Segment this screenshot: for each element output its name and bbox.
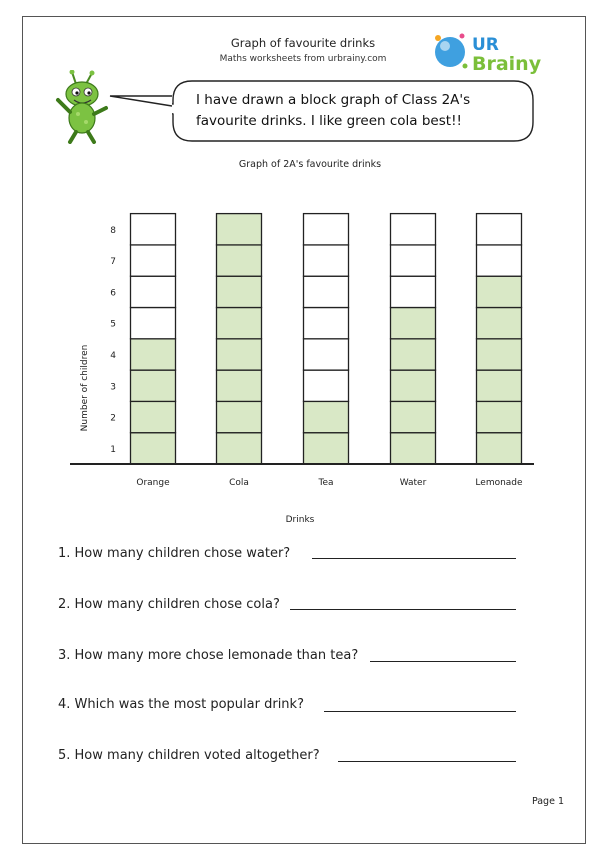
y-tick-label: 8 [110, 225, 116, 236]
bar-block-filled [131, 339, 176, 370]
bar-block-empty [304, 370, 349, 401]
bar-block-filled [217, 214, 262, 245]
speech-line-1: I have drawn a block graph of Class 2A's [196, 92, 471, 108]
question-5: 5. How many children voted altogether? [58, 748, 320, 763]
worksheet-title: Graph of favourite drinks [230, 36, 376, 50]
bar-block-empty [391, 245, 436, 276]
x-tick-label-cola: Cola [229, 478, 249, 488]
bar-block-filled [217, 308, 262, 339]
bar-block-filled [477, 339, 522, 370]
bar-block-filled [217, 276, 262, 307]
bar-block-empty [477, 214, 522, 245]
bar-block-filled [391, 433, 436, 464]
y-tick-label: 1 [110, 444, 116, 455]
bar-block-empty [391, 214, 436, 245]
page-number: Page 1 [531, 796, 564, 807]
x-tick-label-orange: Orange [136, 478, 170, 488]
x-tick-label-water: Water [399, 478, 427, 488]
bar-block-filled [217, 370, 262, 401]
logo-text-bottom: Brainy [472, 53, 542, 74]
speech-line-2: favourite drinks. I like green cola best!! [196, 113, 462, 129]
y-tick-label: 4 [110, 350, 116, 361]
bar-block-empty [304, 339, 349, 370]
bar-block-filled [304, 433, 349, 464]
bar-block-filled [477, 401, 522, 432]
bar-block-filled [217, 433, 262, 464]
y-tick-label: 5 [110, 319, 116, 330]
bar-lemonade [477, 214, 522, 464]
bar-block-filled [131, 433, 176, 464]
bar-block-filled [304, 401, 349, 432]
question-1: 1. How many children chose water? [58, 546, 291, 561]
y-tick-label: 7 [110, 257, 116, 268]
answer-line-5[interactable] [338, 761, 516, 762]
urbrainy-logo [432, 30, 550, 74]
bar-block-filled [217, 339, 262, 370]
worksheet-subtitle: Maths worksheets from urbrainy.com [219, 54, 387, 64]
bar-block-filled [391, 401, 436, 432]
bar-block-filled [391, 308, 436, 339]
x-tick-label-tea: Tea [318, 478, 334, 488]
y-tick-label: 2 [110, 413, 116, 424]
question-2: 2. How many children chose cola? [58, 597, 280, 612]
bar-block-filled [131, 370, 176, 401]
y-tick-label: 6 [110, 288, 116, 299]
bar-block-empty [131, 214, 176, 245]
bar-block-empty [304, 214, 349, 245]
bar-block-empty [304, 245, 349, 276]
bar-block-empty [477, 245, 522, 276]
bar-block-filled [391, 370, 436, 401]
bar-tea [304, 214, 349, 464]
bar-block-filled [477, 308, 522, 339]
bar-water [391, 214, 436, 464]
x-tick-label-lemonade: Lemonade [475, 478, 523, 488]
bar-block-empty [391, 276, 436, 307]
chart-x-axis-label: Drinks [285, 515, 315, 525]
speech-bubble-text [196, 90, 526, 132]
chart-y-axis-label: Number of children [80, 344, 90, 432]
bar-block-empty [304, 276, 349, 307]
speech-bubble-tail [108, 92, 178, 112]
bar-block-empty [131, 308, 176, 339]
bar-block-filled [217, 245, 262, 276]
y-tick-label: 3 [110, 382, 116, 393]
chart-title: Graph of 2A's favourite drinks [238, 159, 382, 170]
bar-block-empty [304, 308, 349, 339]
answer-line-4[interactable] [324, 711, 516, 712]
bar-block-filled [217, 401, 262, 432]
bar-block-filled [131, 401, 176, 432]
answer-line-3[interactable] [370, 661, 516, 662]
logo-globe [435, 37, 465, 67]
question-4: 4. Which was the most popular drink? [58, 697, 304, 712]
logo-text-top: UR [472, 35, 499, 55]
bar-orange [131, 214, 176, 464]
bar-cola [217, 214, 262, 464]
question-3: 3. How many more chose lemonade than tea? [58, 648, 359, 663]
block-graph [0, 150, 606, 530]
bar-block-filled [477, 433, 522, 464]
answer-line-1[interactable] [312, 558, 516, 559]
answer-line-2[interactable] [290, 609, 516, 610]
bar-block-empty [131, 276, 176, 307]
bar-block-filled [477, 276, 522, 307]
bar-block-empty [131, 245, 176, 276]
bar-block-filled [391, 339, 436, 370]
bar-block-filled [477, 370, 522, 401]
